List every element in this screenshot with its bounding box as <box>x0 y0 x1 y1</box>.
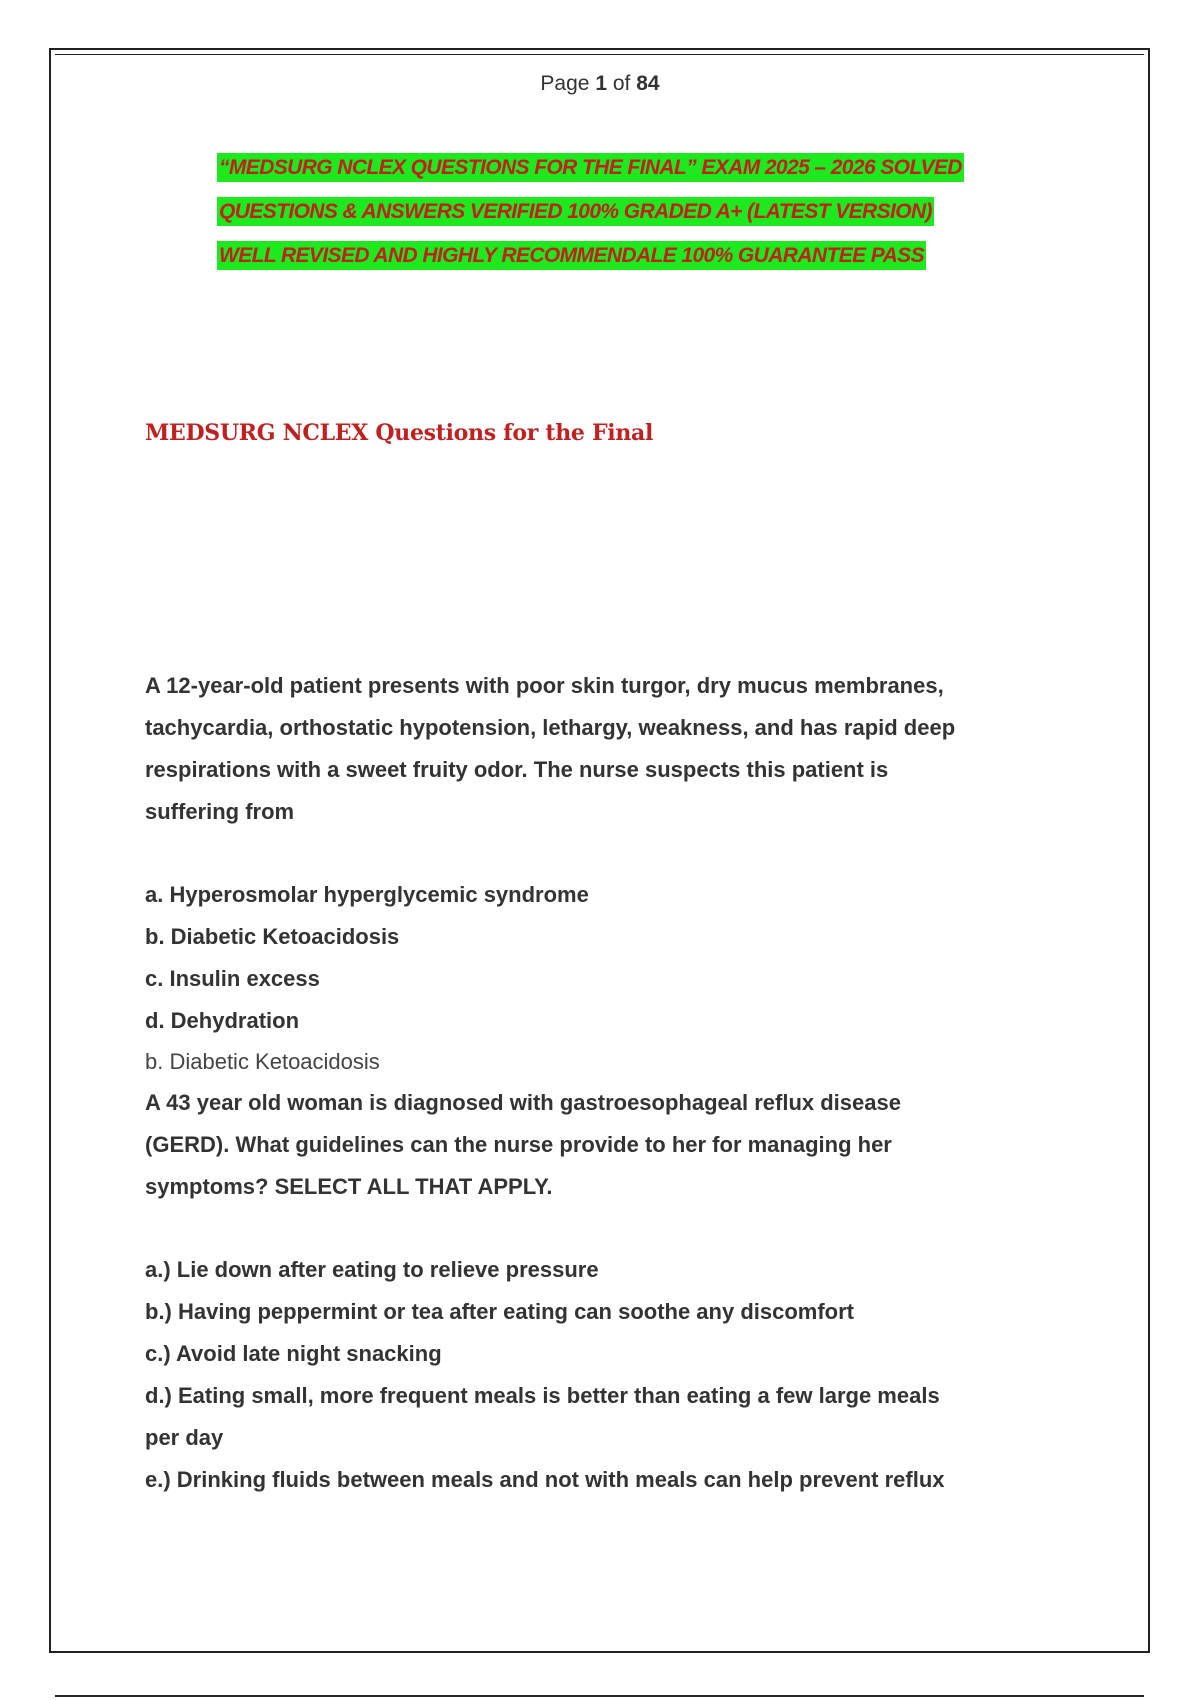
question-line: symptoms? SELECT ALL THAT APPLY. <box>145 1174 553 1199</box>
page-of: of <box>612 72 631 95</box>
document-title: MEDSURG NCLEX Questions for the Final <box>145 420 654 446</box>
banner-line-text: “MEDSURG NCLEX QUESTIONS FOR THE FINAL” EXAM 2025 – 2026 SOLVED <box>217 153 964 182</box>
question-line: A 43 year old woman is diagnosed with gastroesophageal reflux disease <box>145 1090 901 1115</box>
option-item: per day <box>145 1425 224 1450</box>
option-item: a. Hyperosmolar hyperglycemic syndrome <box>145 882 589 907</box>
question-line: tachycardia, orthostatic hypotension, lethargy, weakness, and has rapid deep <box>145 715 956 740</box>
highlighted-banner <box>217 146 1057 278</box>
option-item: c. Insulin excess <box>145 966 320 991</box>
page-current: 1 <box>595 72 607 95</box>
question-line: (GERD). What guidelines can the nurse provide to her for managing her <box>145 1132 892 1157</box>
bottom-rule <box>55 1695 1144 1697</box>
banner-line <box>217 190 1057 234</box>
question-2 <box>145 1082 1045 1208</box>
banner-line <box>217 146 1057 190</box>
banner-line-text: WELL REVISED AND HIGHLY RECOMMENDALE 100% GUARANTEE PASS <box>217 241 926 270</box>
option-item: c.) Avoid late night snacking <box>145 1341 442 1366</box>
option-item: a.) Lie down after eating to relieve pressure <box>145 1257 599 1282</box>
question-1-answer: b. Diabetic Ketoacidosis <box>145 1049 380 1074</box>
question-line: respirations with a sweet fruity odor. The nurse suspects this patient is <box>145 757 889 782</box>
page-number <box>0 72 1200 96</box>
option-item: e.) Drinking fluids between meals and not with meals can help prevent reflux <box>145 1467 945 1492</box>
option-item: b.) Having peppermint or tea after eating can soothe any discomfort <box>145 1299 855 1324</box>
question-2-options <box>145 1249 1045 1501</box>
option-item: b. Diabetic Ketoacidosis <box>145 924 400 949</box>
question-1-options <box>145 874 589 1042</box>
option-item: d.) Eating small, more frequent meals is better than eating a few large meals <box>145 1383 940 1408</box>
question-1 <box>145 665 1045 833</box>
page-total: 84 <box>636 72 660 95</box>
option-item: d. Dehydration <box>145 1008 300 1033</box>
banner-line-text: QUESTIONS & ANSWERS VERIFIED 100% GRADED A+ (LATEST VERSION) <box>217 197 934 226</box>
page-label: Page <box>540 72 590 95</box>
banner-line <box>217 234 1057 278</box>
question-line: A 12-year-old patient presents with poor skin turgor, dry mucus membranes, <box>145 673 944 698</box>
question-line: suffering from <box>145 799 295 824</box>
